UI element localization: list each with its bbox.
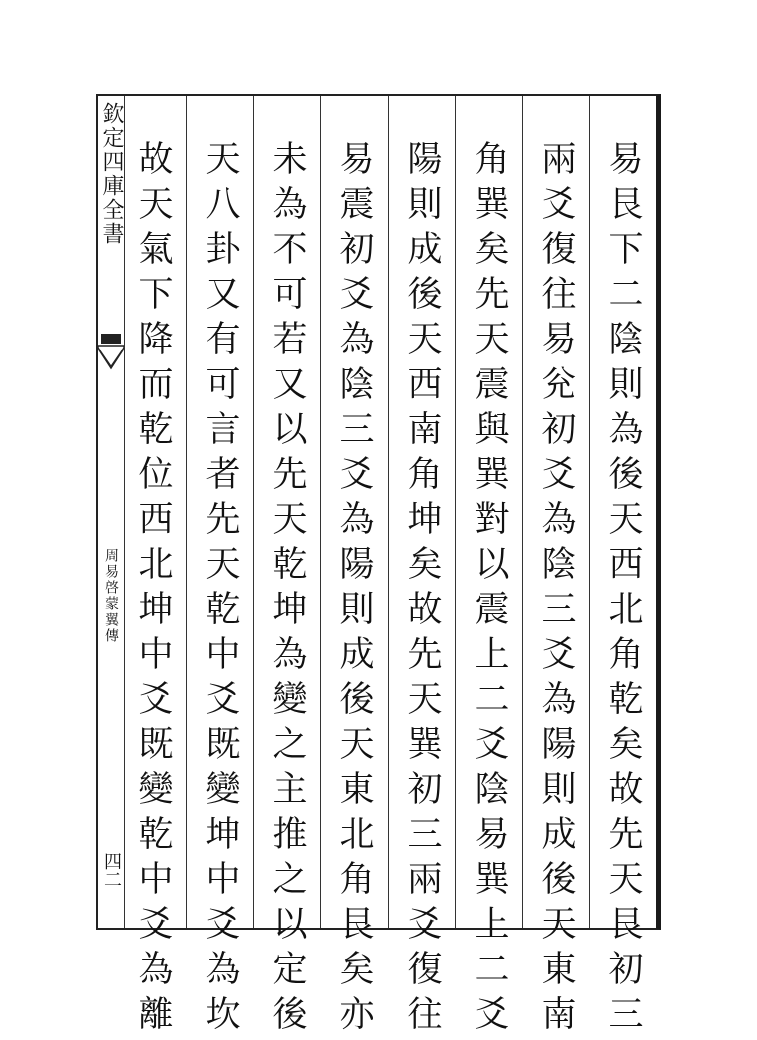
text-column-7: 天八卦又有可言者先天乾中爻既變坤中爻為坎 bbox=[200, 140, 240, 1040]
text-column-6: 未為不可若又以先天乾坤為變之主推之以定後 bbox=[267, 140, 307, 1040]
text-column-1: 易艮下二陰則為後天西北角乾矣故先天艮初三 bbox=[603, 140, 643, 1040]
page-frame bbox=[96, 94, 661, 1040]
column-divider bbox=[388, 96, 389, 928]
column-divider bbox=[522, 96, 523, 928]
column-divider bbox=[253, 96, 254, 928]
page-number: 四二 bbox=[101, 852, 122, 888]
column-divider bbox=[589, 96, 590, 928]
column-divider bbox=[320, 96, 321, 928]
column-divider bbox=[455, 96, 456, 928]
text-column-4: 陽則成後天西南角坤矣故先天巽初三兩爻復往 bbox=[402, 140, 442, 1040]
text-column-5: 易震初爻為陰三爻為陽則成後天東北角艮矣亦 bbox=[334, 140, 374, 1040]
column-divider bbox=[186, 96, 187, 928]
text-column-3: 角巽矣先天震與巽對以震上二爻陰易巽上二爻 bbox=[469, 140, 509, 1040]
fishtail-ornament-icon bbox=[98, 334, 124, 370]
book-title: 欽定四庫全書 bbox=[99, 102, 124, 246]
margin-column bbox=[98, 96, 125, 928]
text-column-8: 故天氣下降而乾位西北坤中爻既變乾中爻為離 bbox=[133, 140, 173, 1040]
text-column-2: 兩爻復往易兊初爻為陰三爻為陽則成後天東南 bbox=[536, 140, 576, 1040]
section-title: 周易啓蒙翼傳 bbox=[103, 548, 119, 644]
